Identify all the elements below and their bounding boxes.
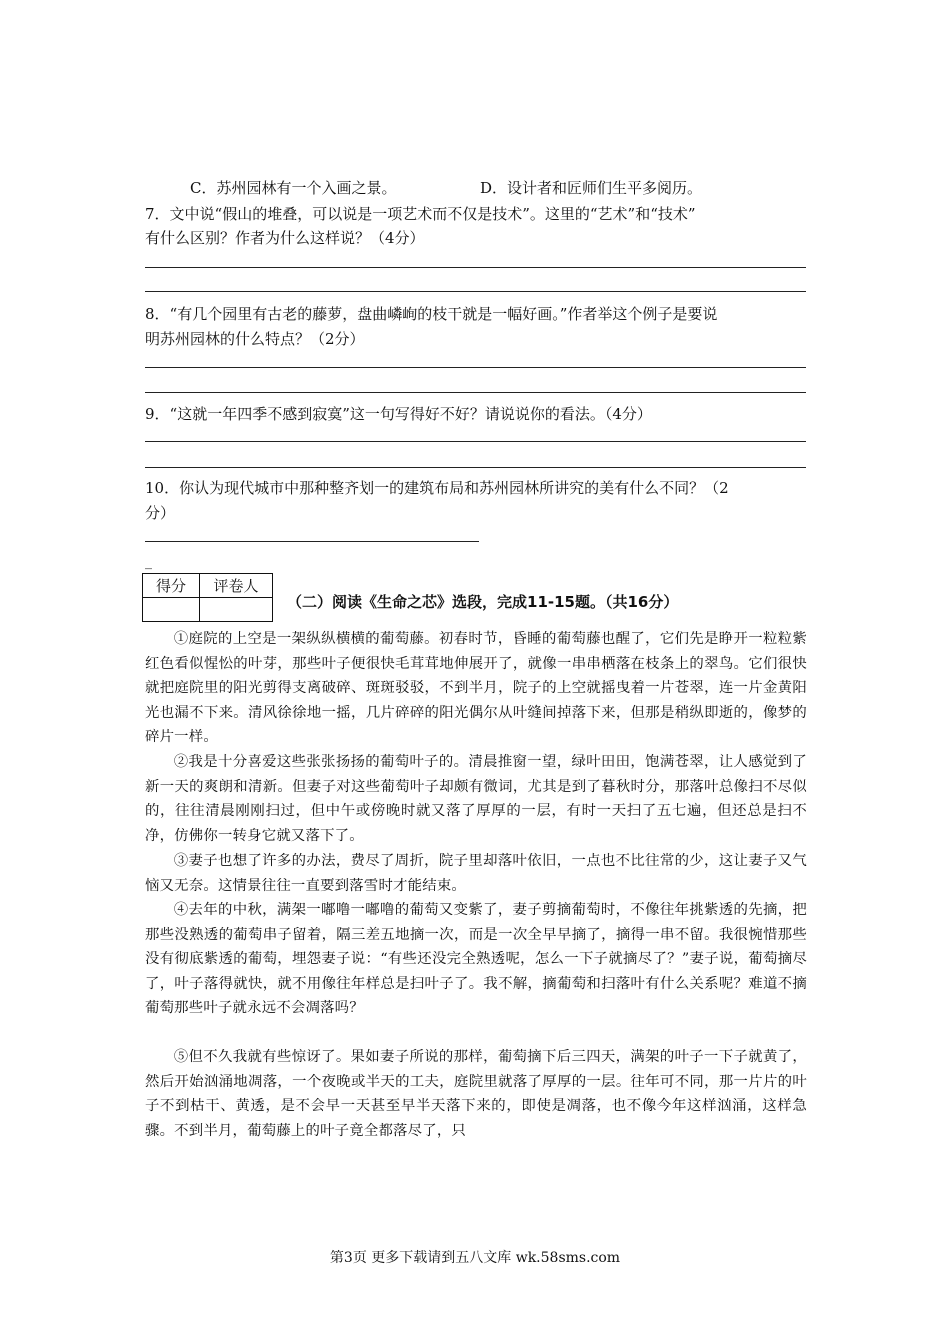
page-footer: 第3页 更多下载请到五八文库 wk.58sms.com bbox=[329, 1250, 621, 1266]
score-table bbox=[142, 573, 273, 622]
grader-label: 评卷人 bbox=[200, 574, 273, 598]
question-10-line-1: 10．你认为现代城市中那种整齐划一的建筑布局和苏州园林所讲究的美有什么不同？（2 bbox=[145, 479, 729, 497]
paragraph-3: ③妻子也想了许多的办法，费尽了周折，院子里却落叶依旧，一点也不比往常的少，这让妻子又气恼又无奈。这情景往往一直要到落雪时才能结束。 bbox=[145, 853, 807, 894]
paragraph-4: ④去年的中秋，满架一嘟噜一嘟噜的葡萄又变紫了，妻子剪摘葡萄时，不像往年挑紫透的先摘，把那些没熟透的葡萄串子留着，隔三差五地摘一次，而是一次全早早摘了，摘得一串不留。我很惋惜那些没有彻底紫透的葡萄，埋怨妻子说：“有些还没完全熟透呢，怎么一下子就摘尽了？”妻子说，葡萄摘尽了，叶子落得就快，就不用像往年样总是扫叶子了。我不解，摘葡萄和扫落叶有什么关系呢？难道不摘葡萄那些叶子就永远不会凋落吗？ bbox=[145, 902, 807, 1016]
answer-line bbox=[145, 541, 479, 542]
grader-cell bbox=[200, 598, 273, 622]
question-8-line-1: 8．“有几个园里有古老的藤萝，盘曲嶙峋的枝干就是一幅好画。”作者举这个例子是要说 bbox=[145, 305, 718, 323]
score-label: 得分 bbox=[143, 574, 200, 598]
option-d: D．设计者和匠师们生平多阅历。 bbox=[480, 179, 703, 197]
paragraph-2: ②我是十分喜爱这些张张扬扬的葡萄叶子的。清晨推窗一望，绿叶田田，饱满苍翠，让人感觉到了新一天的爽朗和清新。但妻子对这些葡萄叶子却颇有微词，尤其是到了暮秋时分，那落叶总像扫不尽似的，往往清晨刚刚扫过，但中午或傍晚时就又落了厚厚的一层，有时一天扫了五七遍，但还总是扫不净，仿佛你一转身它就又落下了。 bbox=[145, 754, 807, 844]
question-9: 9．“这就一年四季不感到寂寞”这一句写得好不好？请说说你的看法。（4分） bbox=[145, 405, 652, 423]
option-c: C．苏州园林有一个入画之景。 bbox=[190, 179, 397, 197]
answer-line bbox=[145, 267, 806, 268]
section-title: （二）阅读《生命之芯》选段，完成11-15题。（共16分） bbox=[287, 593, 679, 611]
answer-line bbox=[145, 392, 806, 393]
paragraph-1: ①庭院的上空是一架纵纵横横的葡萄藤。初春时节，昏睡的葡萄藤也醒了，它们先是睁开一粒粒紫红色看似惺忪的叶芽，那些叶子便很快毛茸茸地伸展开了，就像一串串栖落在枝条上的翠鸟。它们很快就把庭院里的阳光剪得支离破碎、斑斑驳驳，不到半月，院子的上空就摇曳着一片苍翠，连一片金黄阳光也漏不下来。清风徐徐地一摇，几片碎碎的阳光偶尔从叶缝间掉落下来，但那是稍纵即逝的，像梦的碎片一样。 bbox=[145, 631, 807, 745]
paragraph-5: ⑤但不久我就有些惊讶了。果如妻子所说的那样，葡萄摘下后三四天，满架的叶子一下子就黄了，然后开始汹涌地凋落，一个夜晚或半天的工夫，庭院里就落了厚厚的一层。往年可不同，那一片片的叶子不到枯干、黄透，是不会早一天甚至早半天落下来的，即使是凋落，也不像今年这样汹涌，这样急骤。不到半月，葡萄藤上的叶子竟全都落尽了，只 bbox=[145, 1049, 807, 1139]
stray-mark: _ bbox=[145, 554, 152, 570]
answer-line bbox=[145, 367, 806, 368]
question-8-line-2: 明苏州园林的什么特点？（2分） bbox=[145, 330, 365, 348]
question-7-line-1: 7．文中说“假山的堆叠，可以说是一项艺术而不仅是技术”。这里的“艺术”和“技术” bbox=[145, 205, 696, 223]
score-cell bbox=[143, 598, 200, 622]
question-7-line-2: 有什么区别？作者为什么这样说？（4分） bbox=[145, 229, 425, 247]
question-10-line-2: 分） bbox=[145, 504, 176, 522]
answer-line bbox=[145, 441, 806, 442]
answer-line bbox=[145, 291, 806, 292]
answer-line bbox=[145, 467, 806, 468]
